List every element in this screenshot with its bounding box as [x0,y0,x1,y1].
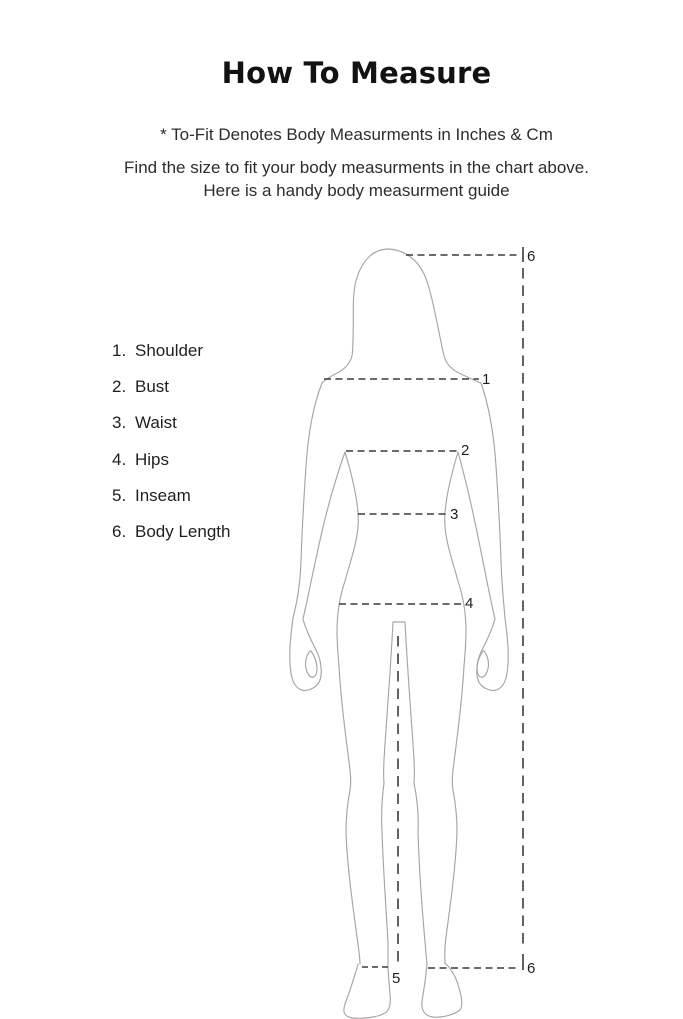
marker-hips: 4 [465,595,474,612]
foot-right [422,964,462,1017]
legend-label: Shoulder [135,341,204,360]
legend-number: 4. [112,449,127,469]
body-right-contour [389,249,508,691]
legend-label: Hips [135,449,170,469]
legend-label: Waist [135,413,177,433]
description-line-1: Find the size to fit your body measurments in the chart above. [124,158,589,177]
inner-legs [382,622,427,964]
marker-bust: 2 [461,442,470,459]
legend-number: 6. [112,521,127,541]
thumb-right [477,651,488,677]
description-line-2: Here is a handy body measurment guide [203,180,510,200]
to-fit-note: * To-Fit Denotes Body Measurments in Inches & Cm [160,125,553,144]
marker-body-length-top: 6 [527,248,536,265]
legend-number: 2. [112,377,127,397]
torso-leg-left [337,452,360,964]
thumb-left [306,651,317,677]
marker-inseam: 5 [392,970,401,987]
body-silhouette-icon [290,249,508,1018]
legend-number: 3. [112,413,127,433]
body-left-contour [290,249,389,691]
foot-left [344,964,390,1018]
marker-shoulder: 1 [482,371,491,388]
torso-leg-right [445,452,466,964]
marker-body-length-bottom: 6 [527,960,536,977]
legend-label: Body Length [135,521,231,541]
marker-waist: 3 [450,506,459,523]
measurement-markers [392,248,535,987]
legend-label: Bust [135,377,170,397]
legend-number: 5. [112,485,127,505]
page-title: How To Measure [221,56,492,90]
legend-label: Inseam [135,485,191,505]
legend-number: 1. [112,341,127,360]
